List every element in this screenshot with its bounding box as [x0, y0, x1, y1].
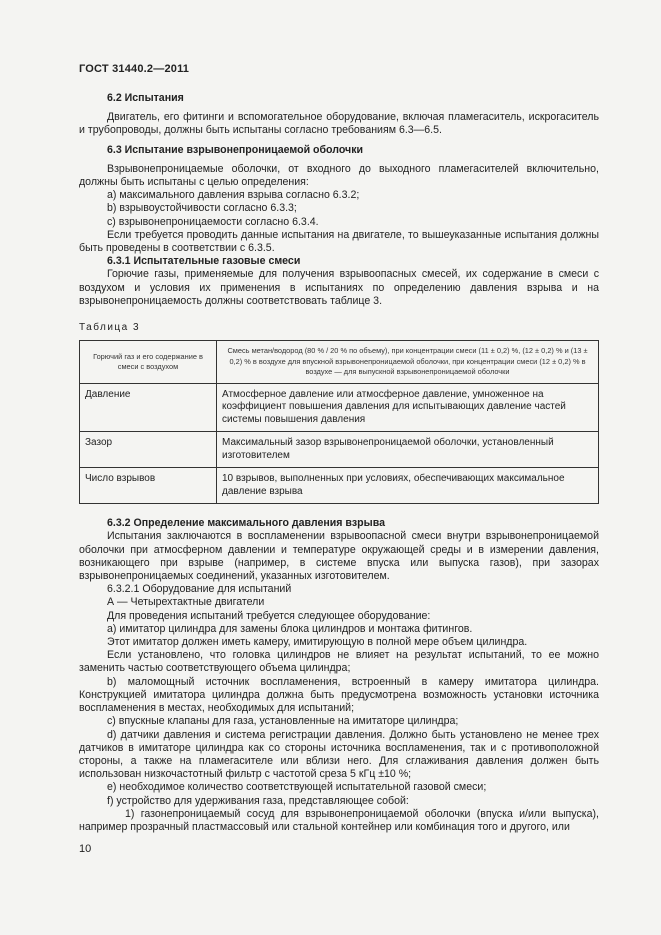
section-6-2-text: Двигатель, его фитинги и вспомогательное оборудование, включая пламегаситель, искрогаситель и трубопроводы, должны быть испытаны согласно требованиям 6.3—6.5. — [79, 111, 599, 137]
table-cell-label: Зазор — [80, 432, 217, 468]
table-row — [80, 468, 599, 504]
table-row — [80, 432, 599, 468]
table-caption: Таблица 3 — [79, 322, 141, 334]
page-number: 10 — [79, 843, 92, 855]
document-header: ГОСТ 31440.2—2011 — [79, 63, 190, 75]
section-6-3-2-text: Испытания заключаются в воспламенении взрывоопасной смеси внутри взрывонепроницаемой оболочки при атмосферном давлении и температуре окружающей среды и в измерении давления, возникающего при взрыве (например, в системе впуска или выпуска газов), при зазорах взрывонепроницаемых соединений, указанных изготовителем. — [79, 530, 599, 583]
equipment-item-a-note2: Если установлено, что головка цилиндров не влияет на результат испытаний, то ее можно заменить частью соответствующего объема цилиндра; — [79, 649, 599, 675]
subsection-a-title: А — Четырехтактные двигатели — [107, 596, 265, 609]
equipment-item-a: а) имитатор цилиндра для замены блока цилиндров и монтажа фитингов. — [107, 622, 473, 635]
section-6-3-text: Взрывонепроницаемые оболочки, от входного до выходного пламегасителей включительно, должны быть испытаны с целью определения: — [79, 162, 599, 189]
section-6-3-2-title: 6.3.2 Определение максимального давления взрыва — [107, 517, 385, 530]
table-row — [80, 383, 599, 432]
section-6-3-2-1-title: 6.3.2.1 Оборудование для испытаний — [107, 583, 292, 596]
section-6-3-text2: Если требуется проводить данные испытания на двигателе, то вышеуказанные испытания должны быть проведены в соответствии с 6.3.5. — [79, 228, 599, 255]
section-6-2-title: 6.2 Испытания — [107, 92, 184, 104]
table-header-gas: Горючий газ и его содержание в смеси с воздухом — [80, 341, 217, 384]
section-6-3-title: 6.3 Испытание взрывонепроницаемой оболочки — [107, 143, 364, 156]
table-header-row — [80, 341, 599, 384]
table-header-mixture: Смесь метан/водород (80 % / 20 % по объему), при концентрации смеси (11 ± 0,2) %, (12 ± 0,2) % и (13 ± 0,2) % в воздухе для впускной взрывонепроницаемой оболочки, при концентрации смеси (12 ± 0,2) % в воздухе — для выпускной взрывонепроницаемой оболочки — [217, 341, 599, 384]
equipment-item-f1: 1) газонепроницаемый сосуд для взрывонепроницаемой оболочки (впуска и/или выпуска), например прозрачный пластмассовый или стальной контейнер или комбинация того и другого, или — [79, 807, 599, 833]
equipment-intro: Для проведения испытаний требуется следующее оборудование: — [107, 609, 431, 622]
equipment-item-f: f) устройство для удерживания газа, представляющее собой: — [107, 794, 409, 807]
equipment-item-b: b) маломощный источник воспламенения, встроенный в камеру имитатора цилиндра. Конструкцией имитатора цилиндра должна быть предусмотрена возможность установки источника воспламенения в местах, необходимых для испытаний; — [79, 675, 599, 715]
equipment-item-c: с) впускные клапаны для газа, установленные на имитаторе цилиндра; — [107, 715, 459, 728]
equipment-item-e: е) необходимое количество соответствующей испытательной газовой смеси; — [107, 781, 487, 794]
table-3 — [79, 340, 599, 504]
table-cell-value: 10 взрывов, выполненных при условиях, обеспечивающих максимальное давление взрыва — [217, 468, 599, 504]
section-6-3-item-c: с) взрывонепроницаемости согласно 6.3.4. — [107, 215, 319, 228]
document-body — [79, 92, 599, 834]
equipment-item-d: d) датчики давления и система регистрации давления. Должно быть установлено не менее трех датчиков в имитаторе цилиндра как со стороны источника воспламенения, так и с противоположной стороны, а также на пламегасителе или вблизи него. Для сглаживания давления должен быть использован низкочастотный фильтр с частотой среза 5 кГц ±10 %; — [79, 728, 599, 781]
table-cell-label: Давление — [80, 383, 217, 432]
table-cell-value: Атмосферное давление или атмосферное давление, умноженное на коэффициент повышения давления для испытывающих давление частей системы повышения давления — [217, 383, 599, 432]
section-6-3-item-a: а) максимального давления взрыва согласно 6.3.2; — [107, 189, 360, 202]
table-cell-label: Число взрывов — [80, 468, 217, 504]
section-6-3-1-title: 6.3.1 Испытательные газовые смеси — [107, 255, 301, 268]
section-6-3-item-b: b) взрывоустойчивости согласно 6.3.3; — [107, 202, 297, 215]
section-6-3-1-text: Горючие газы, применяемые для получения взрывоопасных смесей, их содержание в смеси с воздухом и условия их применения в испытаниях по определению давления взрыва и на взрывонепроницаемость должны соответствовать таблице 3. — [79, 268, 599, 307]
table-cell-value: Максимальный зазор взрывонепроницаемой оболочки, установленный изготовителем — [217, 432, 599, 468]
equipment-item-a-note: Этот имитатор должен иметь камеру, имитирующую в полной мере объем цилиндра. — [107, 636, 528, 649]
